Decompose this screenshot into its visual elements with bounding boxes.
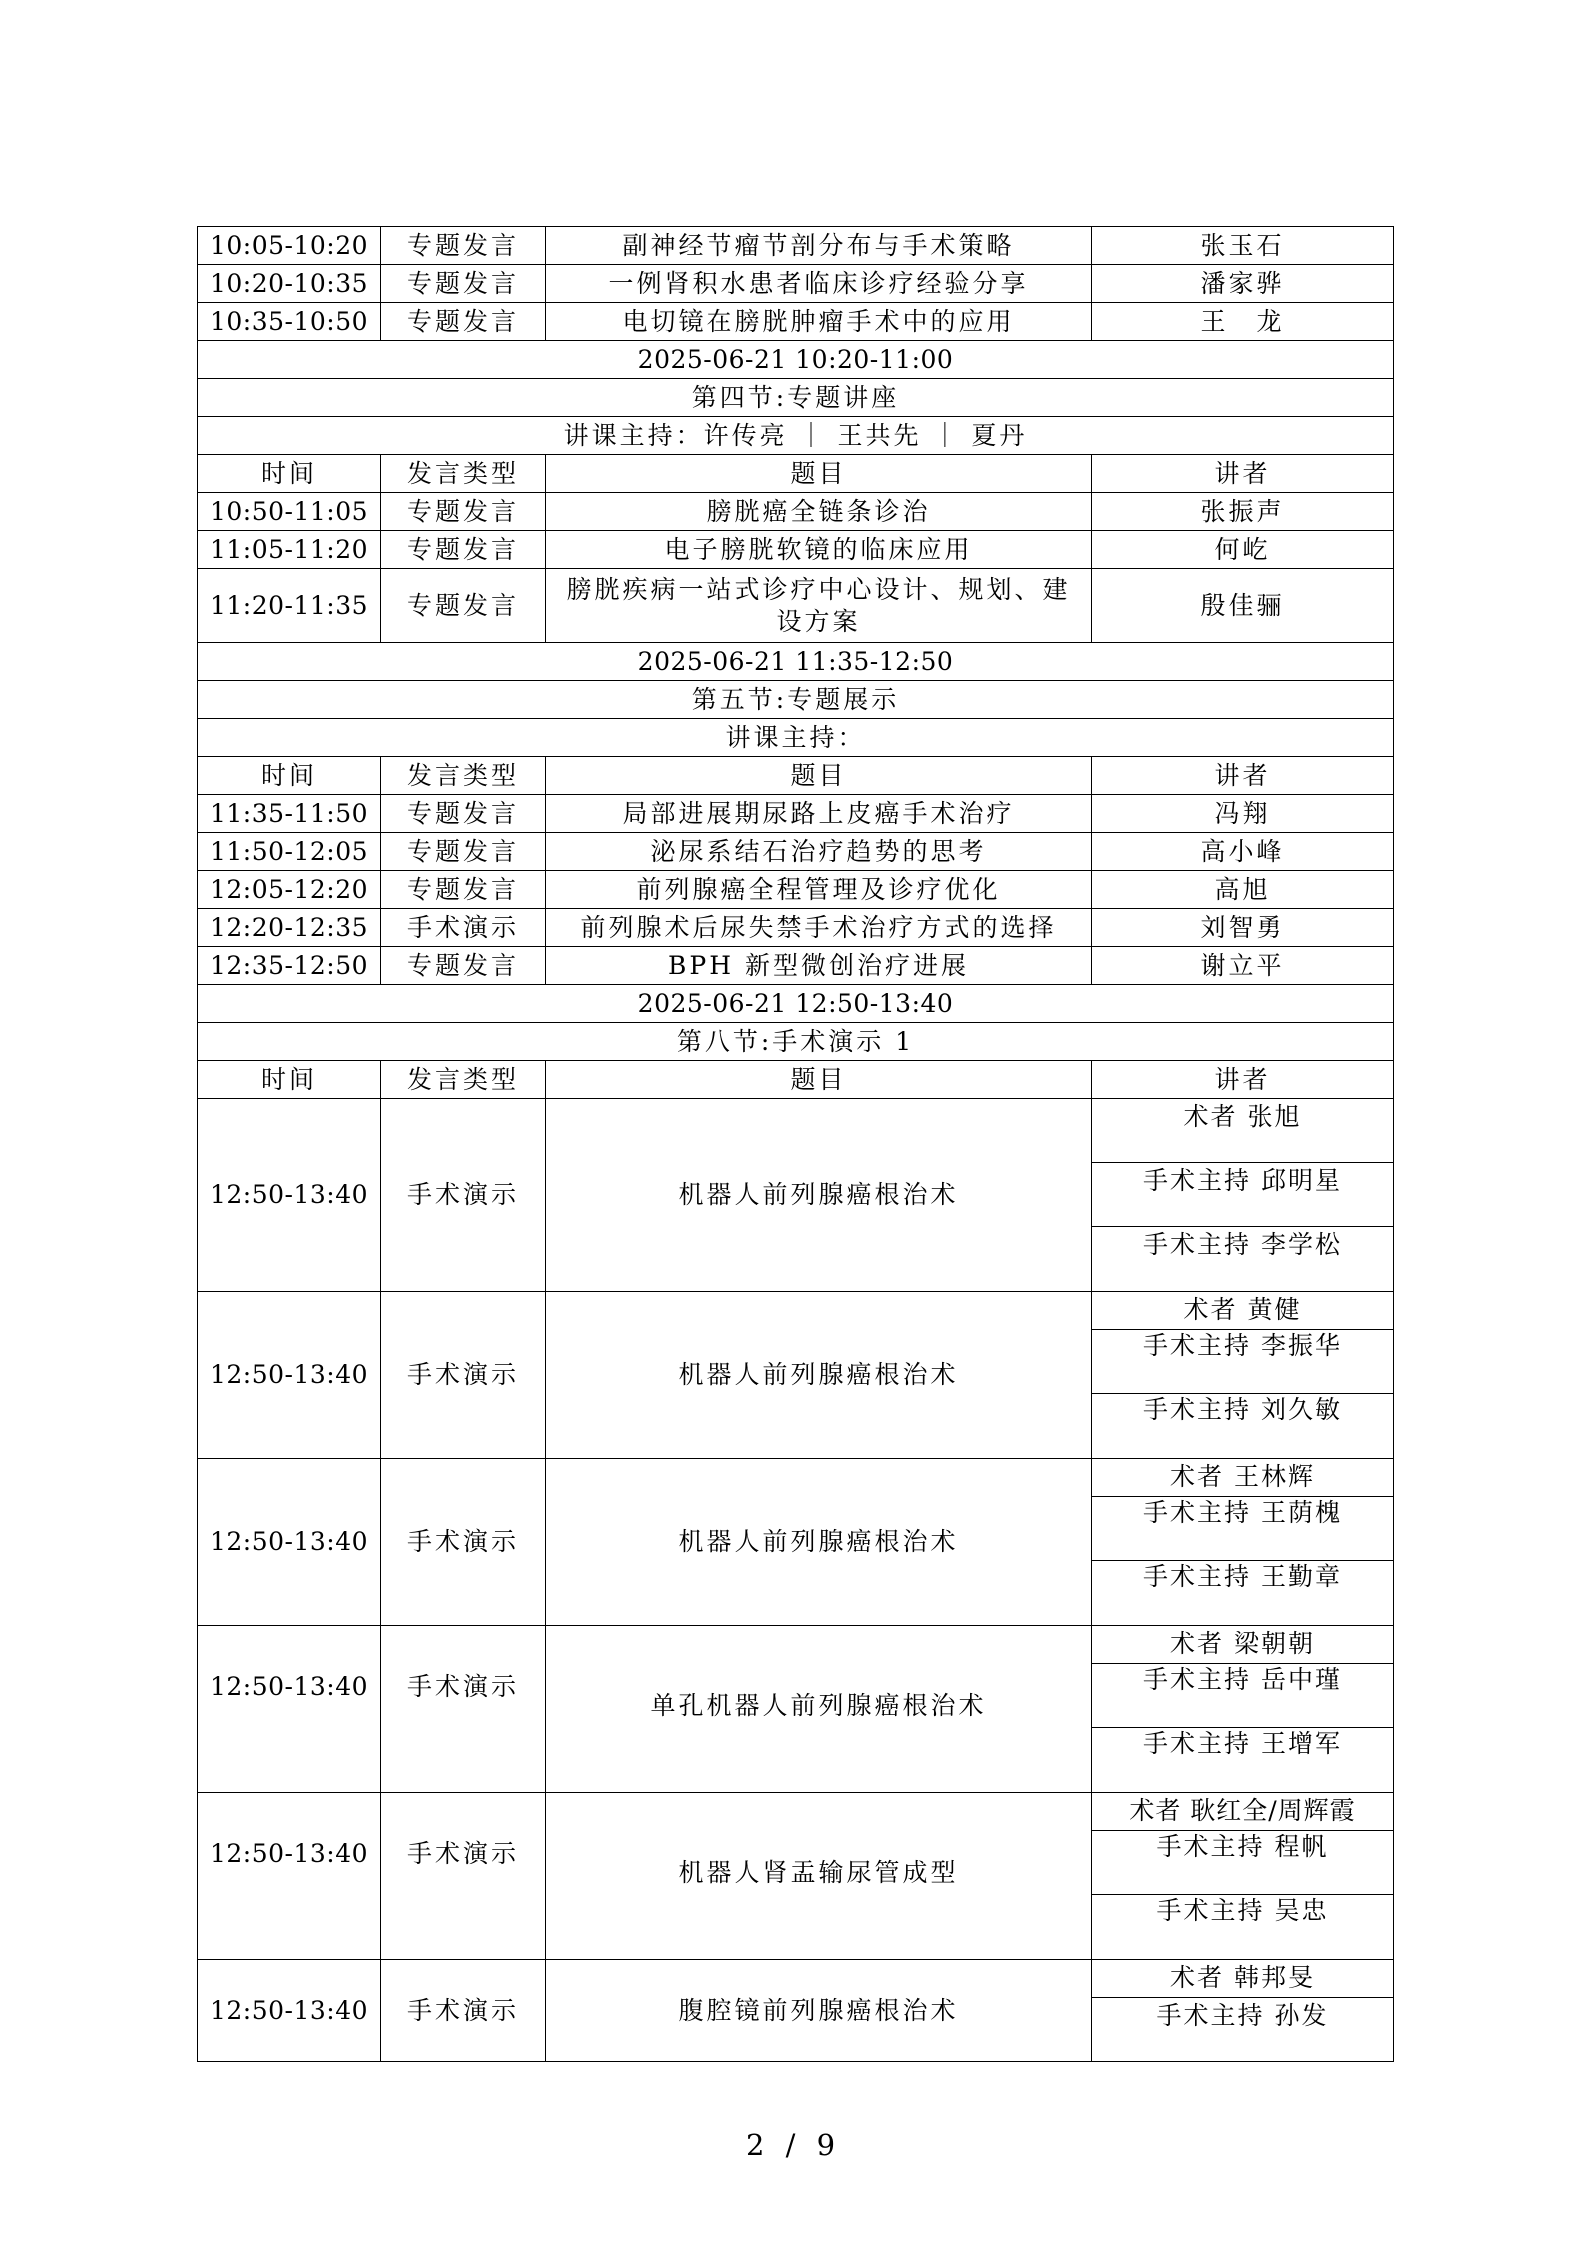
time-cell: 12:50-13:40: [198, 1459, 381, 1626]
speaker-list: [1092, 1626, 1393, 1792]
time-cell: 12:20-12:35: [198, 909, 381, 947]
type-cell: 专题发言: [381, 871, 546, 909]
section-title-row: [198, 1023, 1394, 1061]
header-time: 时间: [198, 1061, 381, 1099]
speaker-cell: 高旭: [1092, 871, 1394, 909]
title-cell: 前列腺术后尿失禁手术治疗方式的选择: [546, 909, 1092, 947]
time-cell: 10:35-10:50: [198, 303, 381, 341]
header-speaker: 讲者: [1092, 455, 1394, 493]
demo-row: [198, 1459, 1394, 1626]
table-row: [198, 227, 1394, 265]
section-datetime-row: [198, 643, 1394, 681]
time-cell: 11:05-11:20: [198, 531, 381, 569]
time-cell: 12:05-12:20: [198, 871, 381, 909]
title-cell: 单孔机器人前列腺癌根治术: [546, 1626, 1092, 1793]
speaker-list-cell: [1092, 1099, 1394, 1292]
table-row: [198, 833, 1394, 871]
table-header-row: [198, 1061, 1394, 1099]
header-time: 时间: [198, 757, 381, 795]
section-datetime: 2025-06-21 10:20-11:00: [198, 341, 1394, 379]
speaker-line: 手术主持 李振华: [1092, 1330, 1393, 1394]
speaker-list-cell: [1092, 1292, 1394, 1459]
speaker-cell: 刘智勇: [1092, 909, 1394, 947]
type-cell: 手术演示: [381, 1960, 546, 2062]
speaker-line: 手术主持 王勤章: [1143, 1562, 1342, 1591]
speaker-line: 术者 张旭: [1092, 1099, 1393, 1163]
type-cell: 手术演示: [381, 1292, 546, 1459]
demo-row: [198, 1626, 1394, 1793]
speaker-list: [1092, 1459, 1393, 1625]
time-cell: 10:05-10:20: [198, 227, 381, 265]
title-cell: 膀胱疾病一站式诊疗中心设计、规划、建设方案: [546, 569, 1092, 643]
time-cell: 11:20-11:35: [198, 569, 381, 643]
type-cell: 专题发言: [381, 947, 546, 985]
header-title: 题目: [546, 455, 1092, 493]
table-header-row: [198, 455, 1394, 493]
time-cell: 10:50-11:05: [198, 493, 381, 531]
speaker-line: 术者 黄健: [1092, 1292, 1393, 1330]
speaker-line: 手术主持 李学松: [1143, 1230, 1342, 1259]
time-cell: 10:20-10:35: [198, 265, 381, 303]
section-hosts-row: [198, 719, 1394, 757]
title-cell: 前列腺癌全程管理及诊疗优化: [546, 871, 1092, 909]
type-cell: 专题发言: [381, 531, 546, 569]
speaker-cell: 高小峰: [1092, 833, 1394, 871]
type-cell: 手术演示: [381, 1459, 546, 1626]
title-cell: 机器人前列腺癌根治术: [546, 1292, 1092, 1459]
type-cell: 手术演示: [381, 1793, 546, 1960]
speaker-cell: 谢立平: [1092, 947, 1394, 985]
title-cell: 泌尿系结石治疗趋势的思考: [546, 833, 1092, 871]
speaker-cell: 冯翔: [1092, 795, 1394, 833]
speaker-cell: 潘家骅: [1092, 265, 1394, 303]
time-cell: 12:50-13:40: [198, 1793, 381, 1960]
header-speaker: 讲者: [1092, 1061, 1394, 1099]
table-row: [198, 569, 1394, 643]
time-cell: 12:50-13:40: [198, 1626, 381, 1793]
demo-row: [198, 1292, 1394, 1459]
speaker-line: 手术主持 孙发: [1156, 2001, 1329, 2030]
schedule-table: [197, 226, 1394, 2062]
table-row: [198, 493, 1394, 531]
speaker-line: 手术主持 王荫槐: [1092, 1497, 1393, 1561]
speaker-cell: 张振声: [1092, 493, 1394, 531]
speaker-line: 手术主持 程帆: [1092, 1831, 1393, 1895]
title-cell: 机器人前列腺癌根治术: [546, 1459, 1092, 1626]
time-cell: 12:50-13:40: [198, 1099, 381, 1292]
header-title: 题目: [546, 757, 1092, 795]
title-cell: 一例肾积水患者临床诊疗经验分享: [546, 265, 1092, 303]
type-cell: 手术演示: [381, 1099, 546, 1292]
section-hosts: 讲课主持：: [198, 719, 1394, 757]
time-cell: 11:35-11:50: [198, 795, 381, 833]
speaker-list-cell: [1092, 1960, 1394, 2062]
section-hosts-row: [198, 417, 1394, 455]
section-title-row: [198, 681, 1394, 719]
type-cell: 专题发言: [381, 265, 546, 303]
title-cell: 电子膀胱软镜的临床应用: [546, 531, 1092, 569]
table-row: [198, 871, 1394, 909]
type-cell: 专题发言: [381, 795, 546, 833]
speaker-line: 手术主持 吴忠: [1156, 1896, 1329, 1925]
header-title: 题目: [546, 1061, 1092, 1099]
demo-row: [198, 1099, 1394, 1292]
table-row: [198, 947, 1394, 985]
section-datetime: 2025-06-21 12:50-13:40: [198, 985, 1394, 1023]
header-type: 发言类型: [381, 1061, 546, 1099]
title-cell: 膀胱癌全链条诊治: [546, 493, 1092, 531]
type-cell: 手术演示: [381, 909, 546, 947]
time-cell: 11:50-12:05: [198, 833, 381, 871]
speaker-line: 手术主持 王增军: [1143, 1729, 1342, 1758]
section-datetime-row: [198, 985, 1394, 1023]
section-hosts: 讲课主持：许传亮 ｜ 王共先 ｜ 夏丹: [198, 417, 1394, 455]
section-datetime-row: [198, 341, 1394, 379]
table-row: [198, 265, 1394, 303]
header-type: 发言类型: [381, 455, 546, 493]
section-title-row: [198, 379, 1394, 417]
type-cell: 手术演示: [381, 1626, 546, 1793]
speaker-line: 手术主持 岳中瑾: [1092, 1664, 1393, 1728]
section-datetime: 2025-06-21 11:35-12:50: [198, 643, 1394, 681]
type-cell: 专题发言: [381, 493, 546, 531]
speaker-line: 手术主持 邱明星: [1092, 1163, 1393, 1227]
table-row: [198, 909, 1394, 947]
section-title: 第四节:专题讲座: [198, 379, 1394, 417]
time-cell: 12:35-12:50: [198, 947, 381, 985]
speaker-cell: 张玉石: [1092, 227, 1394, 265]
speaker-cell: 王 龙: [1092, 303, 1394, 341]
time-cell: 12:50-13:40: [198, 1960, 381, 2062]
table-header-row: [198, 757, 1394, 795]
speaker-cell: 殷佳骊: [1092, 569, 1394, 643]
table-row: [198, 531, 1394, 569]
time-cell: 12:50-13:40: [198, 1292, 381, 1459]
speaker-list: [1092, 1960, 1393, 2032]
speaker-list-cell: [1092, 1626, 1394, 1793]
type-cell: 专题发言: [381, 303, 546, 341]
title-cell: 腹腔镜前列腺癌根治术: [546, 1960, 1092, 2062]
title-cell: BPH 新型微创治疗进展: [546, 947, 1092, 985]
demo-row: [198, 1793, 1394, 1960]
header-time: 时间: [198, 455, 381, 493]
header-speaker: 讲者: [1092, 757, 1394, 795]
title-cell: 电切镜在膀胱肿瘤手术中的应用: [546, 303, 1092, 341]
type-cell: 专题发言: [381, 227, 546, 265]
table-row: [198, 303, 1394, 341]
demo-row: [198, 1960, 1394, 2062]
title-cell: 局部进展期尿路上皮癌手术治疗: [546, 795, 1092, 833]
page-number: 2 / 9: [745, 2128, 842, 2162]
speaker-line: 术者 王林辉: [1092, 1459, 1393, 1497]
title-cell: 机器人肾盂输尿管成型: [546, 1793, 1092, 1960]
speaker-list: [1092, 1793, 1393, 1959]
speaker-line: 术者 耿红全/周辉霞: [1092, 1793, 1393, 1831]
speaker-line: 手术主持 刘久敏: [1143, 1395, 1342, 1424]
speaker-cell: 何屹: [1092, 531, 1394, 569]
type-cell: 专题发言: [381, 833, 546, 871]
speaker-list-cell: [1092, 1459, 1394, 1626]
speaker-list: [1092, 1099, 1393, 1291]
table-row: [198, 795, 1394, 833]
section-title: 第八节:手术演示 1: [198, 1023, 1394, 1061]
speaker-list: [1092, 1292, 1393, 1458]
speaker-line: 术者 梁朝朝: [1092, 1626, 1393, 1664]
speaker-line: 术者 韩邦旻: [1092, 1960, 1393, 1998]
speaker-list-cell: [1092, 1793, 1394, 1960]
section-title: 第五节:专题展示: [198, 681, 1394, 719]
type-cell: 专题发言: [381, 569, 546, 643]
title-cell: 副神经节瘤节剖分布与手术策略: [546, 227, 1092, 265]
title-cell: 机器人前列腺癌根治术: [546, 1099, 1092, 1292]
header-type: 发言类型: [381, 757, 546, 795]
